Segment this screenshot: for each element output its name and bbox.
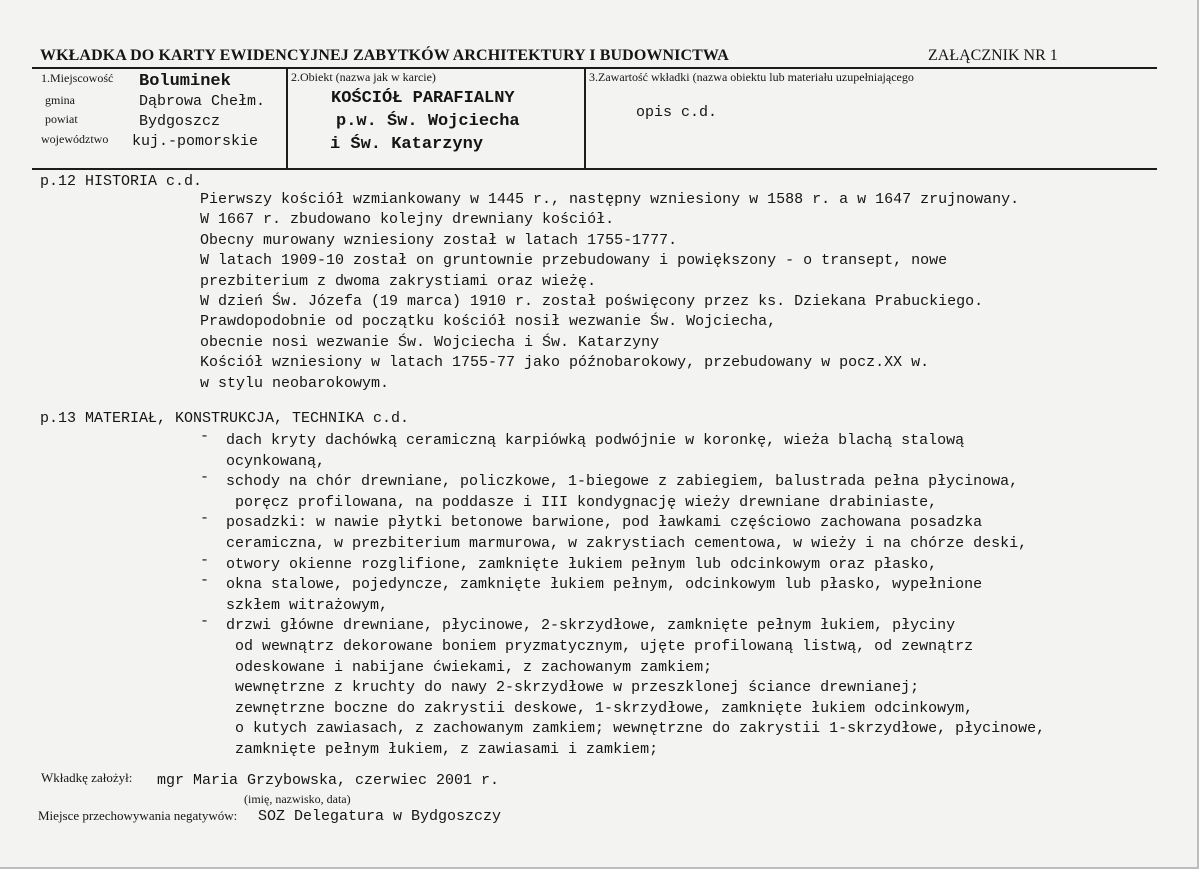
county-label: powiat — [45, 112, 78, 126]
history-line: prezbiterium z dwoma zakrystiami oraz wieżę. — [200, 272, 597, 290]
dash-bullet: - — [200, 551, 210, 569]
history-line: Obecny murowany wzniesiony został w latach 1755-1777. — [200, 231, 678, 249]
list-item-line: otwory okienne rozglifione, zamknięte łukiem pełnym lub odcinkowym oraz płasko, — [226, 555, 938, 573]
list-item — [200, 572, 1045, 616]
history-line: W latach 1909-10 został on gruntownie przebudowany i powiększony - o transept, nowe — [200, 252, 948, 270]
column-divider-1 — [286, 68, 288, 169]
list-item-line: schody na chór drewniane, policzkowe, 1-biegowe z zabiegiem, balustrada pełna płycinowa, — [226, 473, 1019, 491]
header-rule — [32, 67, 1157, 69]
object-name-line-2: p.w. Św. Wojciecha — [336, 112, 520, 131]
storage-label: Miejsce przechowywania negatywów: — [38, 808, 238, 823]
list-item-line: okna stalowe, pojedyncze, zamknięte łukiem pełnym, odcinkowym lub płasko, wypełnione — [226, 576, 983, 594]
info-bottom-rule — [32, 168, 1157, 170]
contents-label: 3.Zawartość wkładki (nazwa obiektu lub materiału uzupełniającego — [589, 70, 914, 84]
voivodeship-label: województwo — [41, 132, 109, 146]
commune-value: Dąbrowa Chełm. — [139, 93, 266, 110]
contents-value: opis c.d. — [636, 104, 718, 121]
list-item — [200, 613, 1046, 760]
history-line: W 1667 r. zbudowano kolejny drewniany kościół. — [200, 211, 615, 229]
county-value: Bydgoszcz — [139, 113, 221, 130]
list-item — [200, 551, 1045, 576]
list-item-line: posadzki: w nawie płytki betonowe barwione, pod ławkami częściowo zachowana posadzka — [226, 514, 983, 532]
history-line: Kościół wzniesiony w latach 1755-77 jako późnobarokowy, przebudowany w pocz.XX w. — [200, 354, 930, 372]
history-text — [200, 190, 1019, 394]
dash-bullet: - — [200, 510, 210, 528]
material-list — [200, 428, 1046, 761]
dash-bullet: - — [200, 613, 210, 631]
list-item-line: drzwi główne drewniane, płycinowe, 2-skrzydłowe, zamknięte pełnym łukiem, płyciny — [226, 617, 956, 635]
history-heading: p.12 HISTORIA c.d. — [40, 173, 203, 190]
column-divider-2 — [584, 68, 586, 169]
history-line: Prawdopodobnie od początku kościół nosił wezwanie Św. Wojciecha, — [200, 313, 777, 331]
list-item-line: szkłem witrażowym, — [226, 596, 389, 614]
history-line: w stylu neobarokowym. — [200, 374, 390, 392]
history-line: W dzień Św. Józefa (19 marca) 1910 r. został poświęcony przez ks. Dziekana Prabuckiego. — [200, 293, 984, 311]
list-item-line: zewnętrzne boczne do zakrystii deskowe, 1-skrzydłowe, zamknięte łukiem odcinkowym, — [226, 699, 974, 717]
list-item-line: poręcz profilowana, na poddasze i III kondygnację wieży drewniane drabiniaste, — [226, 493, 938, 511]
list-item — [200, 510, 1045, 554]
storage-value: SOZ Delegatura w Bydgoszczy — [258, 808, 502, 825]
dash-bullet: - — [200, 572, 210, 590]
list-item-line: ceramiczna, w prezbiterium marmurowa, w zakrystiach cementowa, w wieży i na chórze deski, — [226, 534, 1028, 552]
place-value: Boluminek — [139, 72, 231, 91]
commune-label: gmina — [45, 93, 75, 107]
list-item-line: odeskowane i nabijane ćwiekami, z zachowanym zamkiem; — [226, 658, 713, 676]
object-name-line-3: i Św. Katarzyny — [330, 135, 484, 154]
place-label: 1.Miejscowość — [41, 71, 114, 85]
author-label: Wkładkę założył: — [41, 770, 133, 785]
list-item-line: zamknięte pełnym łukiem, z zawiasami i zamkiem; — [226, 740, 659, 758]
list-item-line: od wewnątrz dekorowane boniem pryzmatycznym, ujęte profilowaną listwą, od zewnątrz — [226, 637, 974, 655]
object-label: 2.Obiekt (nazwa jak w karcie) — [291, 70, 436, 84]
history-line: obecnie nosi wezwanie Św. Wojciecha i Św. Katarzyny — [200, 333, 660, 351]
list-item-line: wewnętrzne z kruchty do nawy 2-skrzydłowe w przeszklonej ściance drewnianej; — [226, 679, 920, 697]
annex-label: ZAŁĄCZNIK NR 1 — [928, 47, 1058, 64]
card-title: WKŁADKA DO KARTY EWIDENCYJNEJ ZABYTKÓW ARCHITEKTURY I BUDOWNICTWA — [40, 47, 729, 64]
list-item — [200, 428, 1045, 472]
object-name-line-1: KOŚCIÓŁ PARAFIALNY — [331, 89, 515, 108]
author-value: mgr Maria Grzybowska, czerwiec 2001 r. — [157, 772, 500, 789]
history-line: Pierwszy kościół wzmiankowany w 1445 r., następny wzniesiony w 1588 r. a w 1647 zrujnowany. — [200, 191, 1020, 208]
list-item-line: dach kryty dachówką ceramiczną karpiówką podwójnie w koronkę, wieża blachą stalową — [226, 432, 965, 449]
list-item-line: ocynkowaną, — [226, 452, 326, 470]
list-item — [200, 469, 1045, 513]
author-hint: (imię, nazwisko, data) — [244, 792, 351, 806]
dash-bullet: - — [200, 469, 210, 487]
material-heading: p.13 MATERIAŁ, KONSTRUKCJA, TECHNIKA c.d. — [40, 410, 410, 427]
voivodeship-value: kuj.-pomorskie — [132, 133, 259, 150]
dash-bullet: - — [200, 428, 210, 445]
list-item-line: o kutych zawiasach, z zachowanym zamkiem; wewnętrzne do zakrystii 1-skrzydłowe, płycinowe, — [226, 720, 1046, 738]
